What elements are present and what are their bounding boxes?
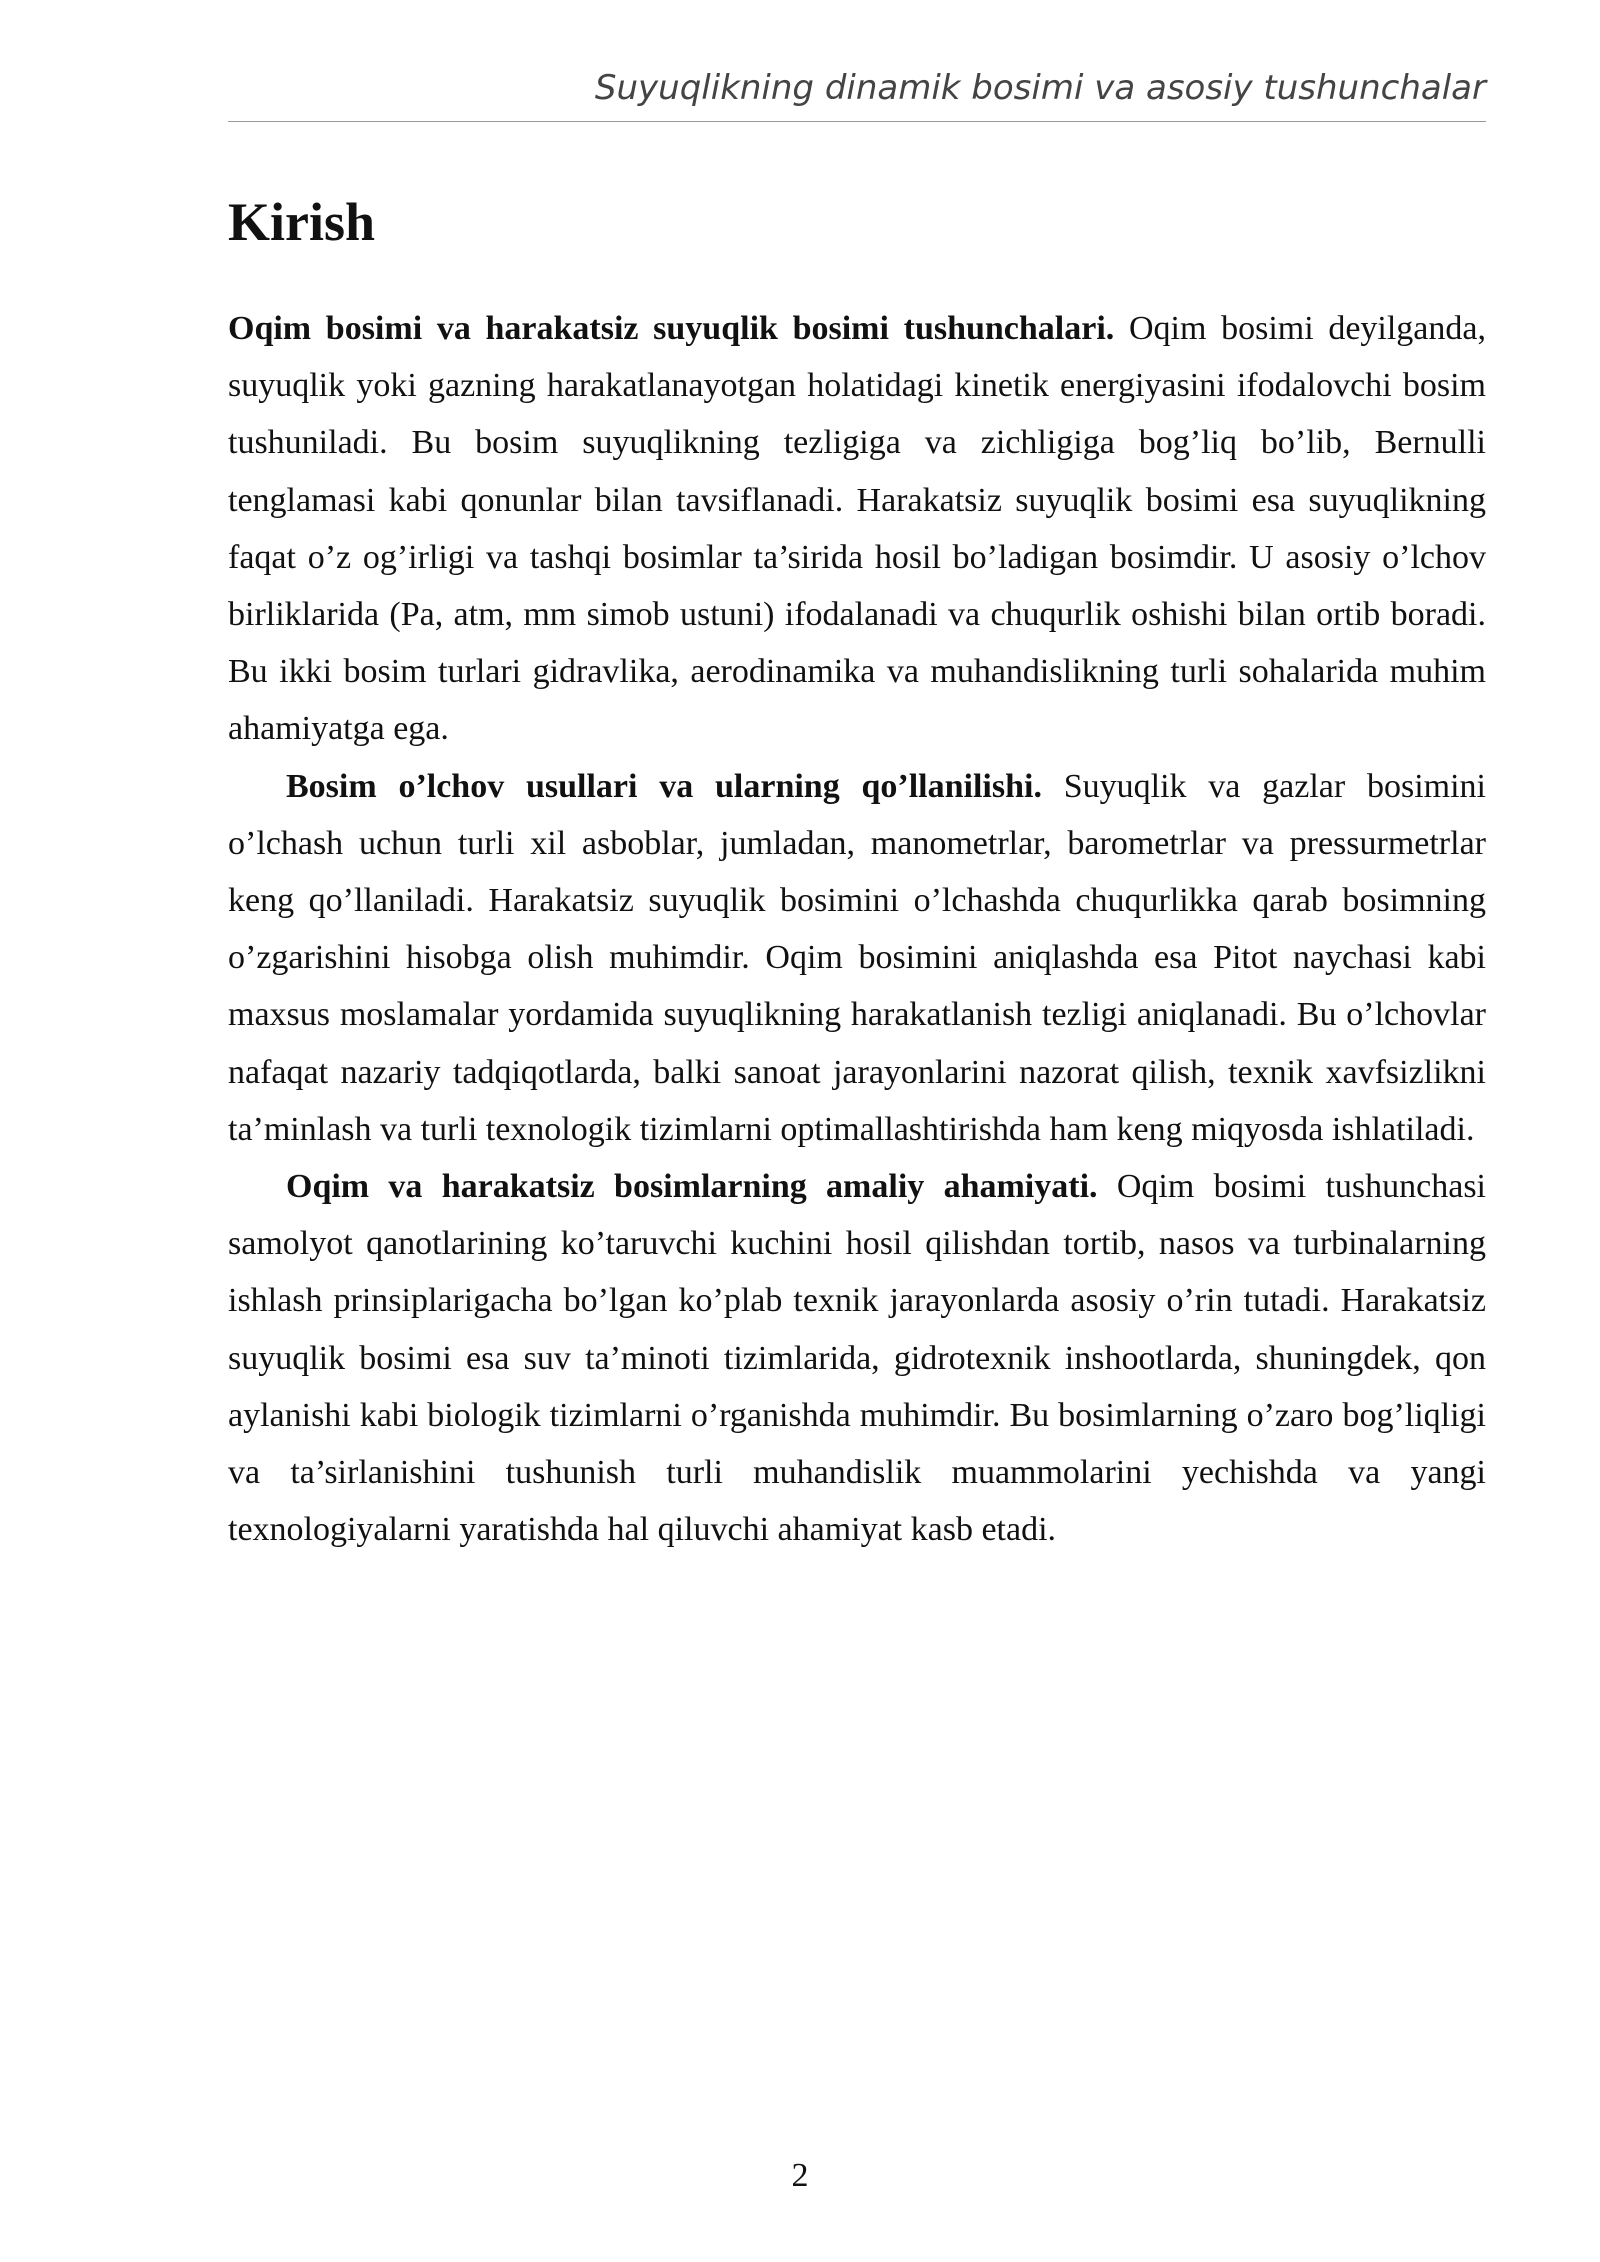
paragraph-practical-significance: [228, 1158, 1486, 1558]
body-text: [228, 300, 1486, 1558]
paragraph-text: Oqim bosimi tushunchasi samolyot qanotlarining ko’taruvchi kuchini hosil qilishdan tortib, nasos va turbinalarning ishlash prinsiplarigacha bo’lgan ko’plab texnik jarayonlarda asosiy o’rin tutadi. Harakatsiz suyuqlik bosimi esa suv ta’minoti tizimlarida, gidrotexnik inshootlarda, shuningdek, qon aylanishi kabi biologik tizimlarni o’rganishda muhimdir. Bu bosimlarning o’zaro bog’liqligi va ta’sirlanishini tushunish turli muhandislik muammolarini yechishda va yangi texnologiyalarni yaratishda hal qiluvchi ahamiyat kasb etadi.: [228, 1168, 1487, 1549]
page-number: 2: [791, 2157, 809, 2194]
section-heading: Kirish: [228, 192, 376, 252]
header-divider: [228, 121, 1486, 122]
paragraph-pressure-concepts: [228, 300, 1486, 758]
paragraph-lead: Bosim o’lchov usullari va ularning qo’llanilishi.: [286, 767, 1042, 805]
paragraph-lead: Oqim va harakatsiz bosimlarning amaliy ahamiyati.: [286, 1168, 1098, 1206]
paragraph-text: Oqim bosimi deyilganda, suyuqlik yoki gazning harakatlanayotgan holatidagi kinetik energiyasini ifodalovchi bosim tushuniladi. Bu bosim suyuqlikning tezligiga va zichligiga bog’liq bo’lib, Bernulli tenglamasi kabi qonunlar bilan tavsiflanadi. Harakatsiz suyuqlik bosimi esa suyuqlikning faqat o’z og’irligi va tashqi bosimlar ta’sirida hosil bo’ladigan bosimdir. U asosiy o’lchov birliklarida (Pa, atm, mm simob ustuni) ifodalanadi va chuqurlik oshishi bilan ortib boradi. Bu ikki bosim turlari gidravlika, aerodinamika va muhandislikning turli sohalarida muhim ahamiyatga ega.: [228, 310, 1486, 748]
running-header: Suyuqlikning dinamik bosimi va asosiy tushunchalar: [594, 68, 1486, 108]
paragraph-measurement-methods: [228, 758, 1486, 1158]
paragraph-lead: Oqim bosimi va harakatsiz suyuqlik bosimi tushunchalari.: [228, 310, 1115, 347]
paragraph-text: Suyuqlik va gazlar bosimini o’lchash uchun turli xil asboblar, jumladan, manometrlar, barometrlar va pressurmetrlar keng qo’llaniladi. Harakatsiz suyuqlik bosimini o’lchashda chuqurlikka qarab bosimning o’zgarishini hisobga olish muhimdir. Oqim bosimini aniqlashda esa Pitot naychasi kabi maxsus moslamalar yordamida suyuqlikning harakatlanish tezligi aniqlanadi. Bu o’lchovlar nafaqat nazariy tadqiqotlarda, balki sanoat jarayonlarini nazorat qilish, texnik xavfsizlikni ta’minlash va turli texnologik tizimlarni optimallashtirishda ham keng miqyosda ishlatiladi.: [228, 767, 1486, 1148]
